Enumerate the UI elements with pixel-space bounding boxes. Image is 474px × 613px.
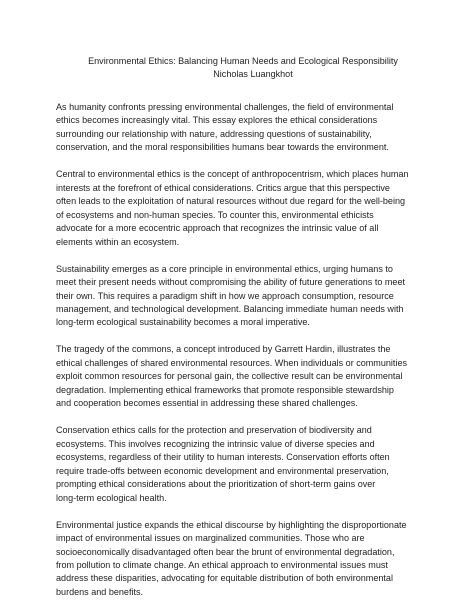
- paragraph-conservation-ethics: Conservation ethics calls for the protection and preservation of biodiversity and ecosystems. This involves recognizing the intrinsic value of diverse species and ecosystems, regardless of their utility to human interests. Conservation efforts often require trade-offs between economic development and environmental preservation, prompting ethical considerations about the prioritization of short-term gains over long-term ecological health.: [56, 425, 390, 503]
- paragraph-sustainability: Sustainability emerges as a core principle in environmental ethics, urging humans to meet their present needs without compromising the ability of future generations to meet their own. This requires a paradigm shift in how we approach consumption, resource management, and technological development. Balancing immediate human needs with long-term ecological sustainability becomes a moral imperative.: [56, 263, 405, 328]
- paragraph-tragedy-of-commons: The tragedy of the commons, a concept introduced by Garrett Hardin, illustrates the ethical challenges of shared environmental resources. When individuals or communities exploit common resources for personal gain, the collective result can be environmental degradation. Implementing ethical frameworks that promote responsible stewardship and cooperation becomes essential in addressing these shared challenges.: [56, 344, 407, 409]
- document-title: Environmental Ethics: Balancing Human Needs and Ecological Responsibility: [88, 56, 398, 66]
- document-header: [56, 55, 434, 82]
- paragraph-introduction: As humanity confronts pressing environmental challenges, the field of environmental ethics becomes increasingly vital. This essay explores the ethical considerations surrounding our relationship with nature, addressing questions of sustainability, conservation, and the moral responsibilities humans bear towards the environment.: [56, 101, 394, 153]
- document-body: [56, 101, 434, 599]
- paragraph-environmental-justice: Environmental justice expands the ethical discourse by highlighting the disproportionate impact of environmental issues on marginalized communities. Those who are socioeconomically disadvantaged often bear the brunt of environmental degradation, from pollution to climate change. An ethical approach to environmental issues must address these disparities, advocating for equitable distribution of both environmental burdens and benefits.: [56, 519, 407, 597]
- paragraph-anthropocentrism: Central to environmental ethics is the concept of anthropocentrism, which places human interests at the forefront of ethical considerations. Critics argue that this perspective often leads to the exploitation of natural resources without due regard for the well-being of ecosystems and non-human species. To counter this, environmental ethicists advocate for a more ecocentric approach that recognizes the intrinsic value of all elements within an ecosystem.: [56, 169, 409, 247]
- document-author: Nicholas Luangkhot: [213, 69, 293, 80]
